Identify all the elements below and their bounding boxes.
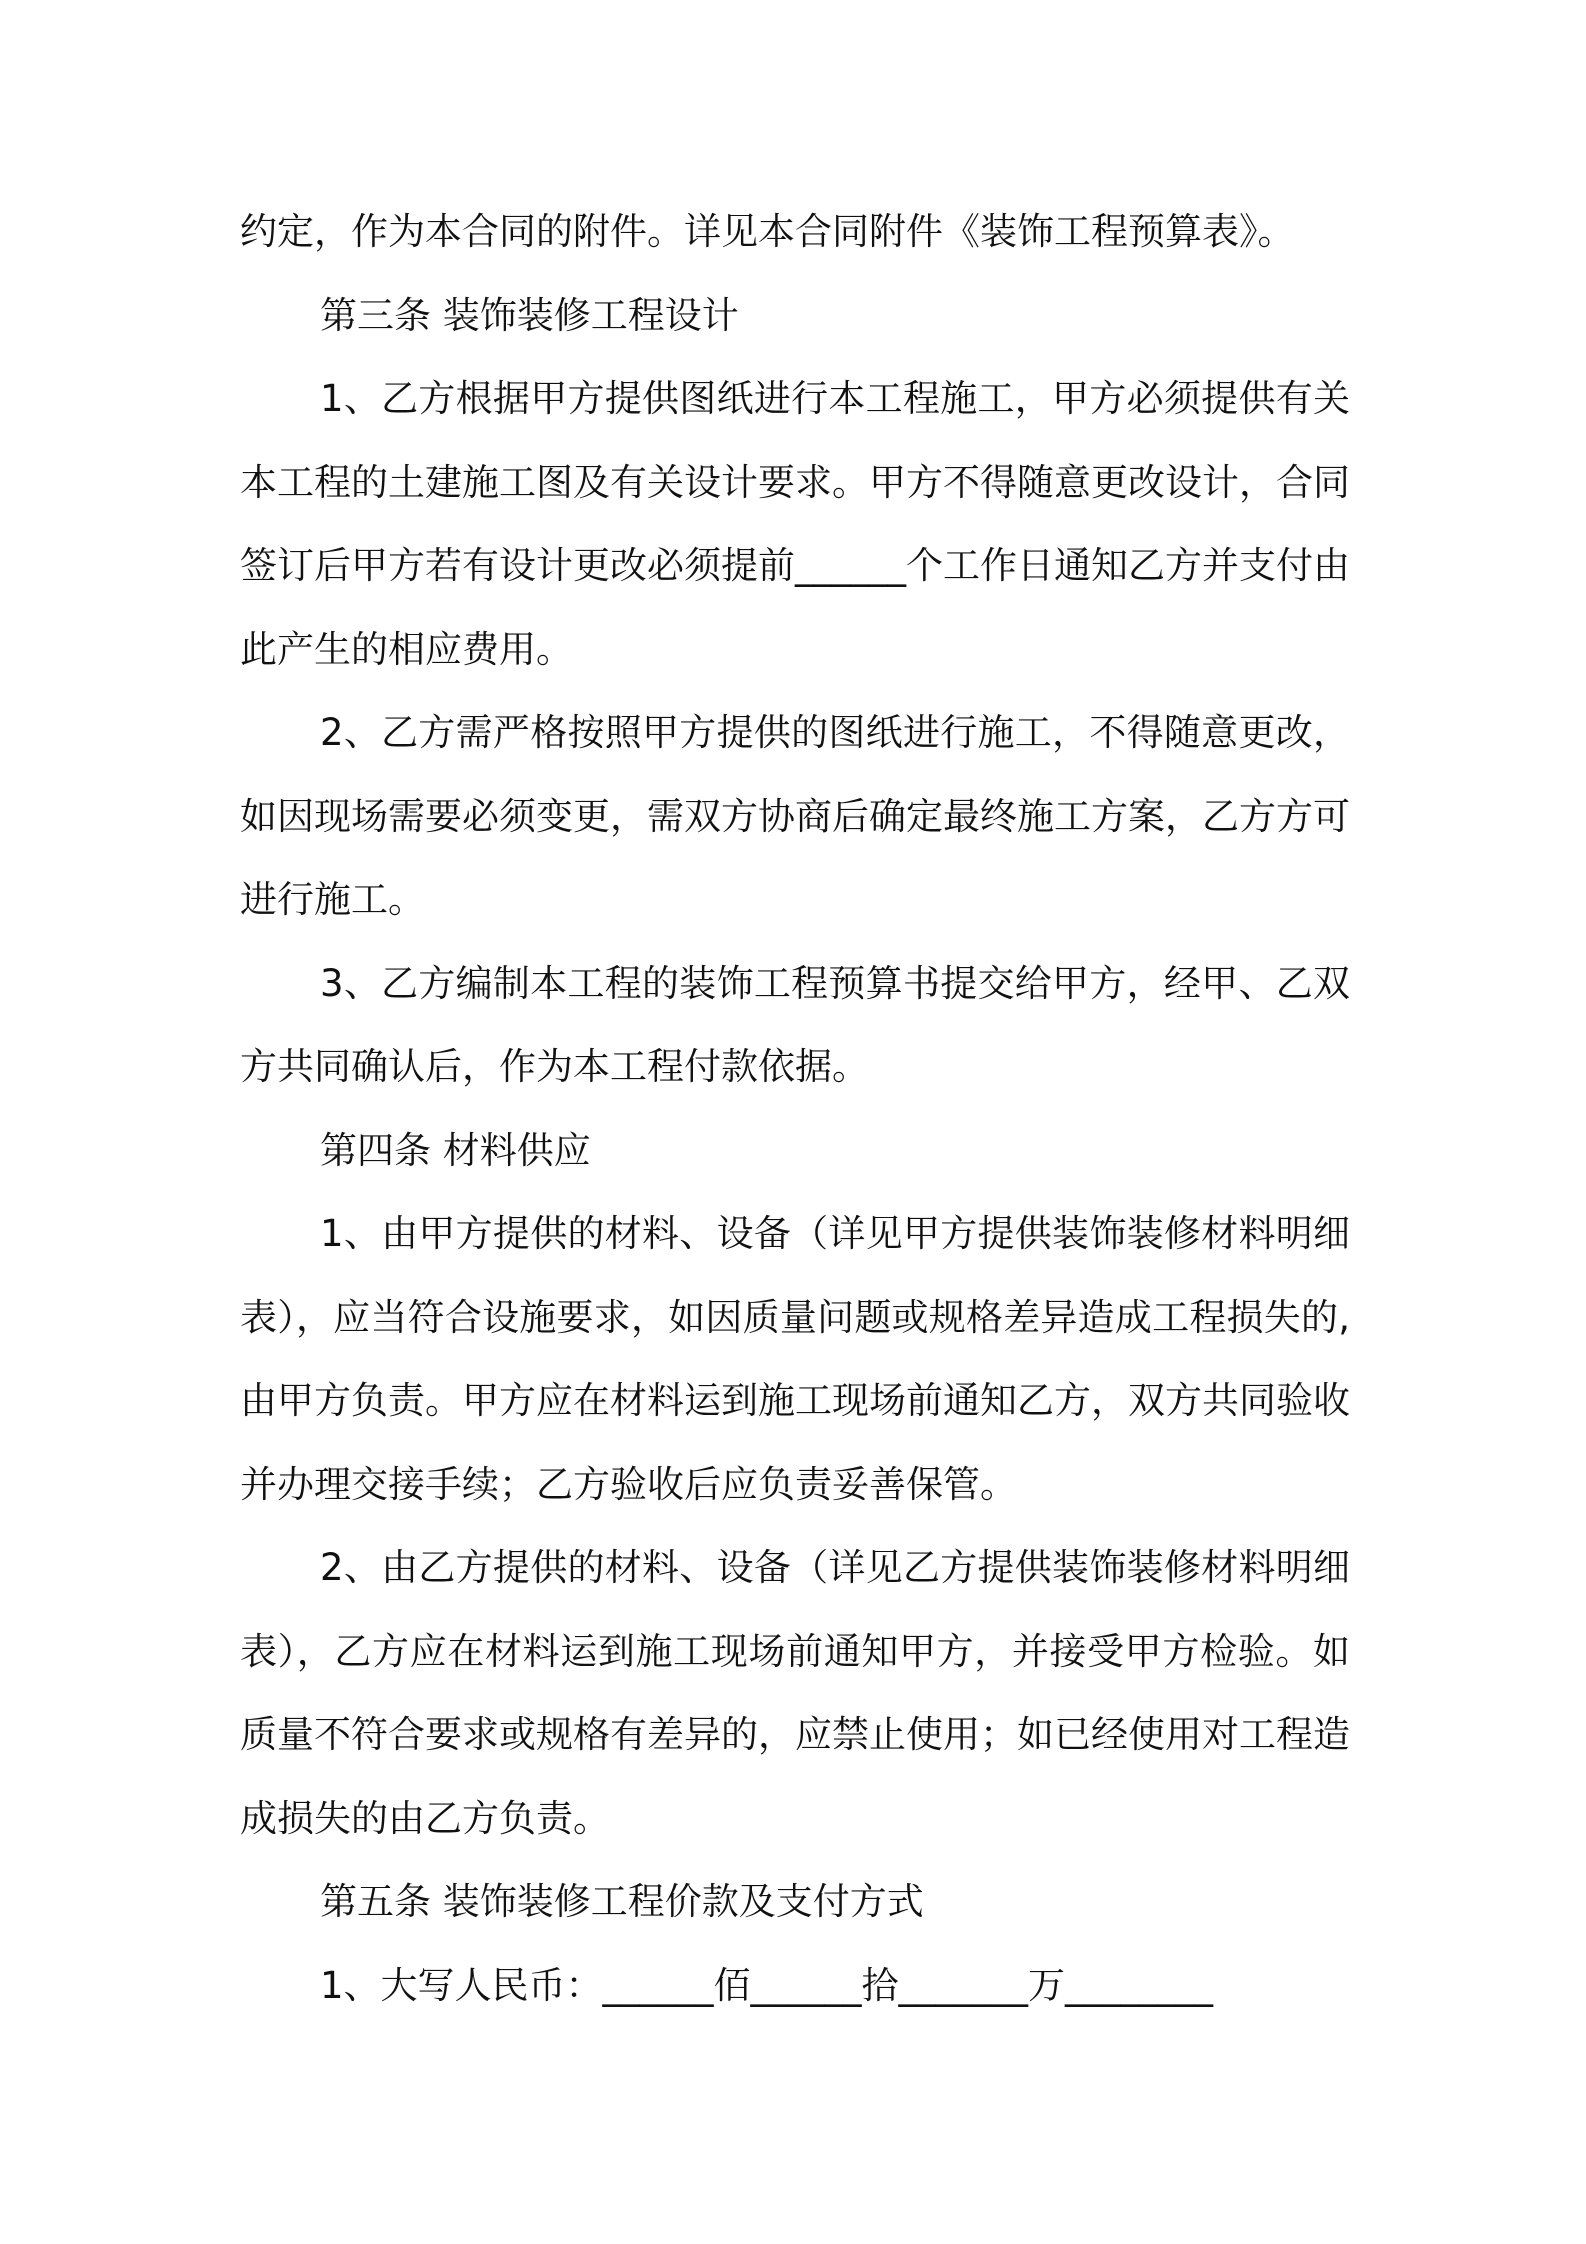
article-4-item-1: 1、由甲方提供的材料、设备（详见甲方提供装饰装修材料明细表），应当符合设施要求，如因质量问题或规格差异造成工程损失的,由甲方负责。甲方应在材料运到施工现场前通知乙方，双方共同验收并办理交接手续；乙方验收后应负责妥善保管。 — [240, 1212, 1350, 1506]
document-page — [240, 190, 1350, 2027]
article-3-item-3: 3、乙方编制本工程的装饰工程预算书提交给甲方，经甲、乙双方共同确认后，作为本工程付款依据。 — [240, 961, 1350, 1088]
paragraph-continuation: 约定，作为本合同的附件。详见本合同附件《装饰工程预算表》。 — [240, 210, 1295, 253]
article-3-title: 第三条 装饰装修工程设计 — [320, 293, 739, 337]
article-4-title: 第四条 材料供应 — [320, 1128, 591, 1172]
article-5-title: 第五条 装饰装修工程价款及支付方式 — [320, 1880, 924, 1923]
article-4-item-2: 2、由乙方提供的材料、设备（详见乙方提供装饰装修材料明细表），乙方应在材料运到施工现场前通知甲方，并接受甲方检验。如质量不符合要求或规格有差异的，应禁止使用；如已经使用对工程造成损失的由乙方负责。 — [240, 1546, 1350, 1840]
article-5-item-1: 1、大写人民币：______佰______拾_______万________ — [320, 1963, 1214, 2007]
article-3-item-2: 2、乙方需严格按照甲方提供的图纸进行施工，不得随意更改，如因现场需要必须变更，需双方协商后确定最终施工方案，乙方方可进行施工。 — [240, 711, 1350, 921]
article-3-item-1: 1、乙方根据甲方提供图纸进行本工程施工，甲方必须提供有关本工程的土建施工图及有关设计要求。甲方不得随意更改设计，合同签订后甲方若有设计更改必须提前______个工作日通知乙方并支付由此产生的相应费用。 — [240, 377, 1350, 671]
